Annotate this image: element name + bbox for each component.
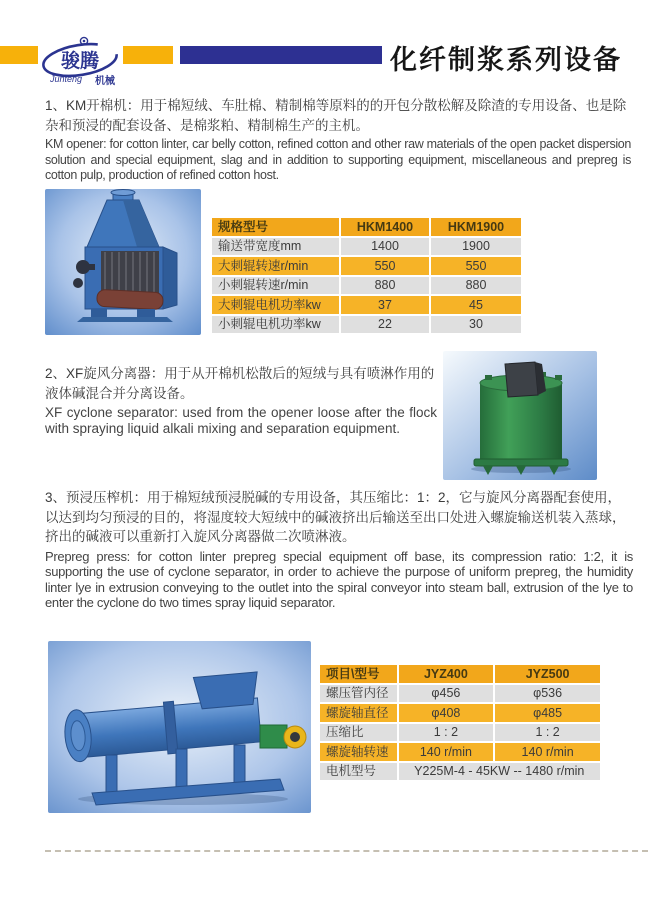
table-row bbox=[320, 685, 600, 703]
header-blue-bar bbox=[180, 46, 382, 64]
spec-value: 30 bbox=[431, 316, 521, 334]
section-1-heading-cn: 1、KM开棉机：用于棉短绒、车肚棉、精制棉等原料的的开包分散松解及除渣的专用设备、也是除杂和预浸的配套设备、是棉浆粕、精制棉生产的主机。 bbox=[45, 98, 627, 133]
km-opener-machine-photo bbox=[45, 189, 201, 335]
spec-label: 输送带宽度mm bbox=[212, 238, 339, 256]
spec-value: 550 bbox=[431, 257, 521, 275]
section-prepreg-press bbox=[45, 488, 633, 611]
spec-value: φ485 bbox=[495, 704, 600, 722]
xf-cyclone-separator-photo bbox=[443, 351, 597, 480]
spec-value: φ456 bbox=[399, 685, 494, 703]
table-row bbox=[320, 743, 600, 761]
spec-value: 1 : 2 bbox=[399, 724, 494, 742]
junteng-logo-icon bbox=[38, 36, 124, 92]
spec-header-hkm1900: HKM1900 bbox=[431, 218, 521, 236]
spec-header-jyz400: JYZ400 bbox=[399, 665, 494, 683]
spec-value: 45 bbox=[431, 296, 521, 314]
table-row bbox=[320, 724, 600, 742]
spec-header-jyz500: JYZ500 bbox=[495, 665, 600, 683]
spec-value: 550 bbox=[341, 257, 429, 275]
spec-label: 小刺辊转速r/min bbox=[212, 277, 339, 295]
spec-label: 小刺辊电机功率kw bbox=[212, 316, 339, 334]
jyz-spec-table bbox=[318, 663, 602, 782]
logo-name-script: Junteng bbox=[49, 74, 83, 84]
spec-value: φ408 bbox=[399, 704, 494, 722]
spec-value: 140 r/min bbox=[399, 743, 494, 761]
spec-value: 880 bbox=[431, 277, 521, 295]
spec-value: 140 r/min bbox=[495, 743, 600, 761]
junteng-logo bbox=[38, 36, 124, 92]
section-3-heading-cn: 3、预浸压榨机：用于棉短绒预浸脱碱的专用设备，其压缩比：1：2，它与旋风分离器配套使用，以达到均匀预浸的目的，将湿度较大短绒中的碱液挤出后输送至出口处进入螺旋输送机装入蒸球，挤出的碱液可以重新打入旋风分离器做二次喷淋液。 bbox=[45, 490, 626, 544]
spec-label: 大刺辊电机功率kw bbox=[212, 296, 339, 314]
spec-label: 压缩比 bbox=[320, 724, 397, 742]
spec-value: 22 bbox=[341, 316, 429, 334]
header-yellow-bar-left bbox=[0, 46, 38, 64]
table-row bbox=[212, 218, 521, 236]
prepreg-press-machine-photo bbox=[48, 641, 311, 813]
spec-value: 880 bbox=[341, 277, 429, 295]
spec-label: 螺压管内径 bbox=[320, 685, 397, 703]
km-spec-table bbox=[210, 216, 523, 335]
section-km-opener bbox=[45, 96, 631, 184]
spec-label: 螺旋轴转速 bbox=[320, 743, 397, 761]
table-row bbox=[212, 257, 521, 275]
table-row bbox=[320, 704, 600, 722]
spec-label: 大刺辊转速r/min bbox=[212, 257, 339, 275]
section-3-desc-en: Prepreg press: for cotton linter prepreg special equipment off base, its compression ratio: 1:2, it is supporting the use of cyclone separator, in order to achieve the purpose of uniform prepreg, the humidity linter lye in extrusion conveying to the outlet into the spiral conveyor into steam ball, extrusion of the lye to enter the cyclone do two times spray liquid separator. bbox=[45, 548, 633, 610]
spec-value: 37 bbox=[341, 296, 429, 314]
spec-value-motor-model: Y225M-4 - 45KW -- 1480 r/min bbox=[399, 763, 600, 781]
footer-dashed-divider bbox=[45, 850, 648, 852]
table-row bbox=[212, 277, 521, 295]
spec-header-model: 规格型号 bbox=[212, 218, 339, 236]
table-row bbox=[212, 316, 521, 334]
table-row bbox=[212, 238, 521, 256]
spec-value: φ536 bbox=[495, 685, 600, 703]
section-xf-cyclone bbox=[45, 364, 437, 436]
section-2-heading-cn: 2、XF旋风分离器：用于从开棉机松散后的短绒与具有喷淋作用的液体碱混合并分离设备。 bbox=[45, 366, 435, 401]
table-row bbox=[212, 296, 521, 314]
table-row bbox=[320, 763, 600, 781]
logo-name-cn: 骏腾 bbox=[60, 51, 100, 72]
spec-label: 电机型号 bbox=[320, 763, 397, 781]
spec-header-hkm1400: HKM1400 bbox=[341, 218, 429, 236]
section-1-desc-en: KM opener: for cotton linter, car belly cotton, refined cotton and other raw materials of the open packet dispersion solution and special equipment, slag and in addition to supporting equipment, miscellaneous and prepreg is cotton pulp, production of refined cotton host. bbox=[45, 137, 631, 182]
table-row bbox=[320, 665, 600, 683]
spec-value: 1400 bbox=[341, 238, 429, 256]
spec-value: 1900 bbox=[431, 238, 521, 256]
spec-label: 螺旋轴直径 bbox=[320, 704, 397, 722]
header-yellow-bar-mid bbox=[123, 46, 173, 64]
section-2-desc-en: XF cyclone separator: used from the opener loose after the flock with spraying liquid alkali mixing and separation equipment. bbox=[45, 405, 437, 436]
spec-value: 1 : 2 bbox=[495, 724, 600, 742]
page-title: 化纤制浆系列设备 bbox=[390, 45, 622, 75]
logo-suffix-cn: 机械 bbox=[95, 76, 115, 87]
spec-header-item: 项目\型号 bbox=[320, 665, 397, 683]
